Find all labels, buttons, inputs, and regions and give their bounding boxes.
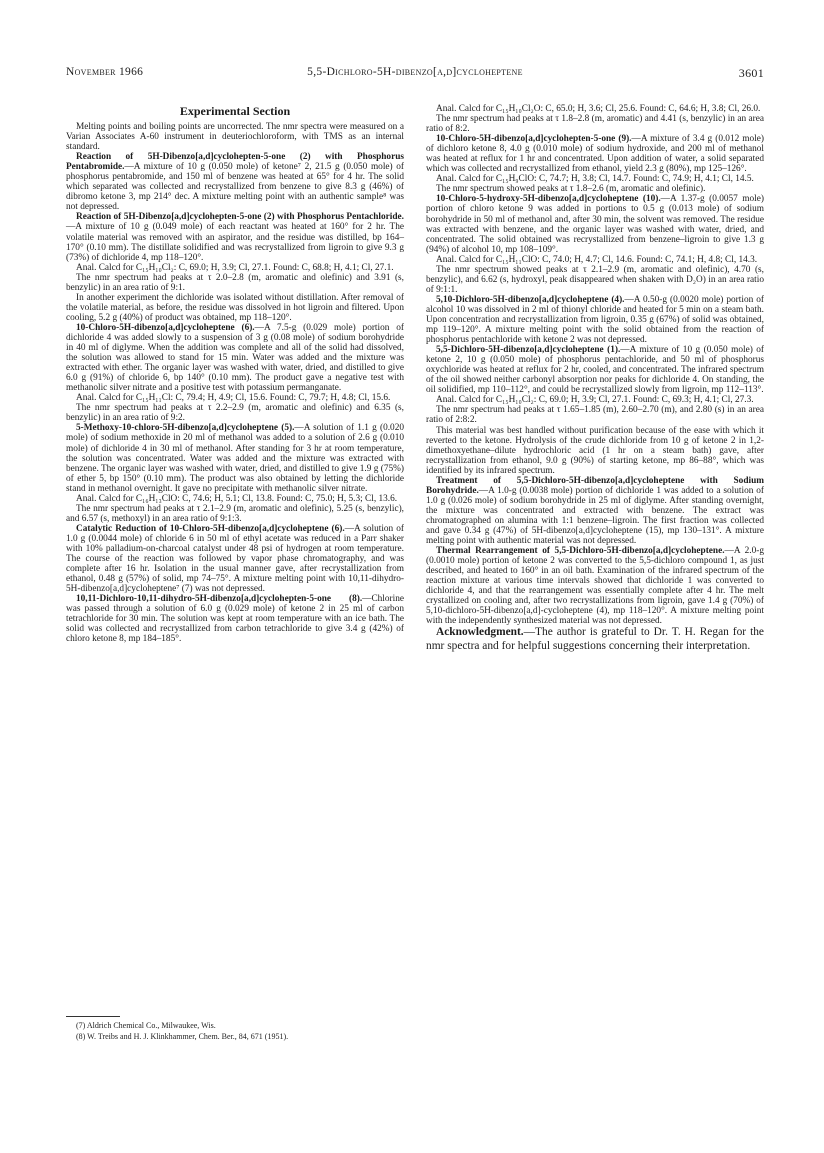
nmr-paragraph bbox=[426, 114, 764, 134]
header-title: 5,5-Dichloro-5H-dibenzo[a,d]cycloheptene bbox=[307, 66, 523, 78]
paragraph-text: —A 1.37-g (0.0057 mole) portion of chloro ketone 9 was added in portions to 0.5 g (0.013 mole) of sodium borohydride in 50 ml of methanol and, after 30 min, the solvent was removed. The residue was extracted with benzene, and the organic layer was washed with water, dried, and concentrated. The solid obtained was recrystallized from benzene–ligroin to give 1.3 g (94%) of alcohol 10, mp 108–109°. bbox=[426, 194, 764, 255]
paragraph-text: —A 7.5-g (0.029 mole) portion of dichloride 4 was added slowly to a suspension of 3 g (0.08 mole) of sodium borohydride in 40 ml of diglyme. When the addition was complete and all of the solid had dissolved, the solution was allowed to stand for 15 min. Water was added and the mixture was extracted with ether. The organic layer was washed with water, dried, and distilled to give 6.0 g (91%) of chloride 6, bp 140° (0.10 mm). The product gave a negative test with methanolic silver nitrate and a positive test with potassium permanganate. bbox=[66, 322, 404, 394]
paragraph-text: The nmr spectrum had peaks at τ 2.1–2.9 (m, aromatic and olefinic), 5.25 (s, benzylic), and 6.57 (s, methoxyl) in an area ratio of 9:1:3. bbox=[66, 503, 404, 524]
running-header bbox=[66, 66, 764, 82]
header-date: November 1966 bbox=[66, 66, 144, 78]
paragraph-heading: 10,11-Dichloro-10,11-dihydro-5H-dibenzo[a,d]cyclohepten-5-one (8). bbox=[76, 594, 363, 605]
analysis-paragraph bbox=[66, 393, 404, 403]
nmr-paragraph bbox=[66, 273, 404, 293]
paragraph-heading: 5,5-Dichloro-5H-dibenzo[a,d]cycloheptene (1). bbox=[436, 345, 621, 356]
analysis-paragraph bbox=[66, 494, 404, 504]
paragraph-heading: 10-Chloro-5-hydroxy-5H-dibenzo[a,d]cycloheptene (10). bbox=[436, 194, 661, 205]
paragraph-text: The nmr spectrum had peaks at τ 1.8–2.8 (m, aromatic) and 4.41 (s, benzylic) in an area ratio of 8:2. bbox=[426, 114, 764, 135]
paragraph bbox=[426, 345, 764, 395]
nmr-paragraph bbox=[66, 403, 404, 423]
paragraph-text: Anal. Calcd for C₁₅H₁₁ClO: C, 74.0; H, 4.7; Cl, 14.6. Found: C, 74.1; H, 4.8; Cl, 14.3. bbox=[436, 254, 758, 265]
analysis-paragraph bbox=[426, 255, 764, 265]
paragraph-text: —A solution of 1.1 g (0.020 mole) of sodium methoxide in 20 ml of methanol was added to a solution of 2.6 g (0.010 mole) of dichloride 4 in 30 ml of methanol. After standing for 3 hr at room temperature, the solution was concentrated. Water was added and the mixture was extracted with benzene. The organic layer was washed with water, dried, and distilled to give 1.9 g (75%) of ether 5, bp 150° (0.10 mm). The product was also obtained by letting the dichloride stand in methanol overnight. It gave no precipitate with methanolic silver nitrate. bbox=[66, 423, 404, 494]
nmr-paragraph bbox=[426, 405, 764, 425]
right-column bbox=[426, 104, 764, 653]
paragraph-text: —A 2.0-g (0.0010 mole) portion of ketone 2 was converted to the 5,5-dichloro compound 1, as just described, and heated to 160° in an oil bath. Examination of the infrared spectrum of the reaction mixture at various time intervals showed that dichloride 1 was converted to dichloride 4, and that the rearrangement was essentially complete after 4 hr. The melt crystallized on cooling and, after two recrystallizations from ligroin, gave 1.4 g (70%) of 5,10-dichloro-5H-dibenzo[a,d]-cycloheptene (4), mp 118–120°. A mixture melting point with the independently synthesized material was not depressed. bbox=[426, 546, 764, 627]
paragraph bbox=[66, 293, 404, 323]
paragraph bbox=[66, 122, 404, 152]
nmr-paragraph bbox=[426, 265, 764, 295]
paragraph bbox=[66, 524, 404, 594]
paragraph-text: —A mixture of 10 g (0.050 mole) of ketone⁷ 2, 21.5 g (0.050 mole) of phosphorus pentabromide, and 150 ml of benzene was heated at 65° for 4 hr. The solid which separated was collected and recrystallized from benzene to give 8.3 g (46%) of dibromo ketone 3, mp 214° dec. A mixture melting point with an authentic sample⁸ was not depressed. bbox=[66, 162, 404, 213]
paragraph-heading: Thermal Rearrangement of 5,5-Dichloro-5H-dibenzo[a,d]cycloheptene. bbox=[436, 546, 725, 557]
acknowledgment bbox=[426, 626, 764, 652]
paragraph bbox=[66, 212, 404, 262]
paragraph-text: —A 1.0-g (0.0038 mole) portion of dichloride 1 was added to a solution of 1.0 g (0.026 mole) of sodium borohydride in 25 ml of diglyme. After standing overnight, the mixture was concentrated and extracted with benzene. The extract was chromatographed on alumina with 1:1 benzene–ligroin. The first fraction was collected and gave 0.34 g (47%) of 5H-dibenzo[a,d]cycloheptene (15), mp 130–131°. A mixture melting point with authentic material was not depressed. bbox=[426, 485, 764, 547]
nmr-paragraph bbox=[66, 504, 404, 524]
paragraph-text: Anal. Calcd for C₁₅H₁₀Cl₂: C, 69.0; H, 3.9; Cl, 27.1. Found: C, 69.3; H, 4.1; Cl, 27.3. bbox=[436, 395, 754, 406]
paragraph-heading: 10-Chloro-5H-dibenzo[a,d]cycloheptene (6). bbox=[76, 322, 255, 333]
paragraph-text: Anal. Calcd for C₁₅H₁₀Cl₂: C, 69.0; H, 3.9; Cl, 27.1. Found: C, 68.8; H, 4.1; Cl, 27.1. bbox=[76, 262, 394, 273]
paragraph-text: In another experiment the dichloride was isolated without distillation. After removal of the volatile material, as before, the residue was dissolved in hot ligroin and filtered. Upon cooling, 5.2 g (40%) of product was obtained, mp 118–120°. bbox=[66, 292, 404, 323]
paragraph-text: The nmr spectrum showed peaks at τ 2.1–2.9 (m, aromatic and olefinic), 4.70 (s, benzylic), and 6.62 (s, hydroxyl, peak disappeared when shaken with D₂O) in an area ratio of 9:1:1. bbox=[426, 264, 764, 295]
paragraph-heading: 5,10-Dichloro-5H-dibenzo[a,d]cycloheptene (4). bbox=[436, 294, 625, 305]
paragraph-heading: 10-Chloro-5H-dibenzo[a,d]cyclohepten-5-one (9). bbox=[436, 134, 632, 145]
paragraph-text: This material was best handled without purification because of the ease with which it reverted to the ketone. Hydrolysis of the crude dichloride from 10 g of ketone 2 in 1,2-dimethoxyethane–dilute hydrochloric acid (1 hr on a steam bath) gave, after recrystallization from ethanol, 9.0 g (90%) of starting ketone, mp 86–88°, which was identified by its infrared spectrum. bbox=[426, 425, 764, 476]
paragraph-text: The nmr spectrum had peaks at τ 2.2–2.9 (m, aromatic and olefinic) and 6.35 (s, benzylic) in an area ratio of 9:2. bbox=[66, 403, 404, 424]
acknowledgment-text: —The author is grateful to Dr. T. H. Regan for the nmr spectra and for helpful suggestions concerning their interpretation. bbox=[426, 626, 764, 652]
paragraph-text: Anal. Calcd for C₁₅H₉ClO: C, 74.7; H, 3.8; Cl, 14.7. Found: C, 74.9; H, 4.1; Cl, 14.5. bbox=[436, 174, 754, 185]
footnote-8: (8) W. Treibs and H. J. Klinkhammer, Chem. Ber., 84, 671 (1951). bbox=[76, 1031, 289, 1041]
paragraph bbox=[66, 152, 404, 212]
acknowledgment-heading: Acknowledgment. bbox=[436, 626, 524, 639]
paragraph bbox=[66, 594, 404, 644]
paragraph-heading: Reaction of 5H-Dibenzo[a,d]cyclohepten-5-one (2) with Phosphorus Pentachloride. bbox=[76, 212, 404, 223]
left-column bbox=[66, 104, 404, 644]
analysis-paragraph bbox=[426, 104, 764, 114]
paragraph bbox=[426, 134, 764, 174]
paragraph-text: The nmr spectrum had peaks at τ 2.0–2.8 (m, aromatic and olefinic) and 3.91 (s, benzylic) in an area ratio of 9:1. bbox=[66, 272, 404, 293]
footnote-divider bbox=[66, 1016, 120, 1017]
section-title: Experimental Section bbox=[179, 104, 291, 118]
analysis-paragraph bbox=[426, 174, 764, 184]
paragraph bbox=[426, 546, 764, 626]
paragraph-text: —A 0.50-g (0.0020 mole) portion of alcohol 10 was dissolved in 2 ml of thionyl chloride and heated for 5 min on a steam bath. Upon concentration and recrystallization from ligroin, 0.35 g (67%) of solid was obtained, mp 119–120°. A mixture melting point with the solid obtained from the reaction of phosphorus pentachloride with ketone 2 was not depressed. bbox=[426, 294, 764, 346]
paragraph-text: —A mixture of 3.4 g (0.012 mole) of dichloro ketone 8, 4.0 g (0.010 mole) of sodium hydroxide, and 200 ml of methanol was heated at reflux for 1 hr and concentrated. Upon addition of water, a solid separated which was collected and recrystallized from ethanol, yield 2.3 g (80%), mp 125–126°. bbox=[426, 134, 764, 175]
analysis-paragraph bbox=[426, 395, 764, 405]
nmr-paragraph bbox=[426, 184, 764, 194]
footnote-7: (7) Aldrich Chemical Co., Milwaukee, Wis. bbox=[76, 1021, 216, 1030]
paragraph-text: The nmr spectrum had peaks at τ 1.65–1.85 (m), 2.60–2.70 (m), and 2.80 (s) in an area ratio of 2:8:2. bbox=[426, 405, 764, 426]
paragraph bbox=[426, 194, 764, 254]
paragraph-text: Anal. Calcd for C₁₅H₁₁Cl: C, 79.4; H, 4.9; Cl, 15.6. Found: C, 79.7; H, 4.8; Cl, 15.6. bbox=[76, 393, 391, 404]
paragraph-heading: 5-Methoxy-10-chloro-5H-dibenzo[a,d]cycloheptene (5). bbox=[76, 423, 295, 434]
paragraph-text: —A mixture of 10 g (0.049 mole) of each reactant was heated at 160° for 2 hr. The volatile material was removed with an aspirator, and the residue was distilled, bp 164–170° (0.10 mm). The distillate solidified and was recrystallized from ligroin to give 9.3 g (73%) of dichloride 4, mp 118–120°. bbox=[66, 222, 404, 263]
paragraph bbox=[426, 295, 764, 345]
paragraph-text: Melting points and boiling points are uncorrected. The nmr spectra were measured on a Varian Associates A-60 instrument in deuteriochloroform, with TMS as an internal standard. bbox=[66, 122, 404, 153]
footnotes bbox=[66, 1021, 404, 1042]
paragraph-heading: Reaction of 5H-Dibenzo[a,d]cyclohepten-5-one (2) with Phosphorus Pentabromide. bbox=[66, 152, 404, 173]
paragraph-text: The nmr spectrum showed peaks at τ 1.8–2.6 (m, aromatic and olefinic). bbox=[436, 184, 706, 195]
paragraph-text: Anal. Calcd for C₁₅H₁₀Cl₂O: C, 65.0; H, 3.6; Cl, 25.6. Found: C, 64.6; H, 3.8; Cl, 26.0. bbox=[436, 104, 761, 114]
paragraph-heading: Catalytic Reduction of 10-Chloro-5H-dibenzo[a,d]cycloheptene (6). bbox=[76, 523, 345, 534]
page-number: 3601 bbox=[738, 66, 764, 80]
analysis-paragraph bbox=[66, 263, 404, 273]
paragraph-heading: Treatment of 5,5-Dichloro-5H-dibenzo[a,d]cycloheptene with Sodium Borohydride. bbox=[426, 475, 764, 496]
paragraph bbox=[426, 476, 764, 546]
paragraph-text: —A mixture of 10 g (0.050 mole) of ketone 2, 10 g (0.050 mole) of phosphorus pentachloride, and 50 ml of phosphorus oxychloride was heated at reflux for 2 hr, cooled, and concentrated. The infrared spectrum of the oil showed neither carbonyl absorption nor peaks for dichloride 4. On standing, the oil solidified, mp 110–112°, and could be recrystallized slowly from ligroin, mp 112–113°. bbox=[426, 345, 764, 396]
paragraph bbox=[66, 423, 404, 493]
paragraph bbox=[66, 323, 404, 393]
paragraph bbox=[426, 426, 764, 476]
paragraph-text: —Chlorine was passed through a solution of 6.0 g (0.029 mole) of ketone 2 in 25 ml of carbon tetrachloride for 30 min. The solution was kept at room temperature with an ice bath. The solid was collected and recrystallized from carbon tetrachloride to give 3.4 g (42%) of chloro ketone 8, mp 184–185°. bbox=[66, 594, 404, 645]
paragraph-text: Anal. Calcd for C₁₆H₁₃ClO: C, 74.6; H, 5.1; Cl, 13.8. Found: C, 75.0; H, 5.3; Cl, 13.6. bbox=[76, 493, 398, 504]
paragraph-text: —A solution of 1.0 g (0.0044 mole) of chloride 6 in 50 ml of ethyl acetate was reduced in a Parr shaker with 10% palladium-on-charcoal catalyst under 48 psi of hydrogen at room temperature. The course of the reaction was followed by vapor phase chromatography, and was complete after 16 hr. Isolation in the usual manner gave, after recrystallization from ethanol, 0.48 g (57%) of solid, mp 74–75°. A mixture melting point with 10,11-dihydro-5H-dibenzo[a,d]cycloheptene⁷ (7) was not depressed. bbox=[66, 523, 405, 595]
